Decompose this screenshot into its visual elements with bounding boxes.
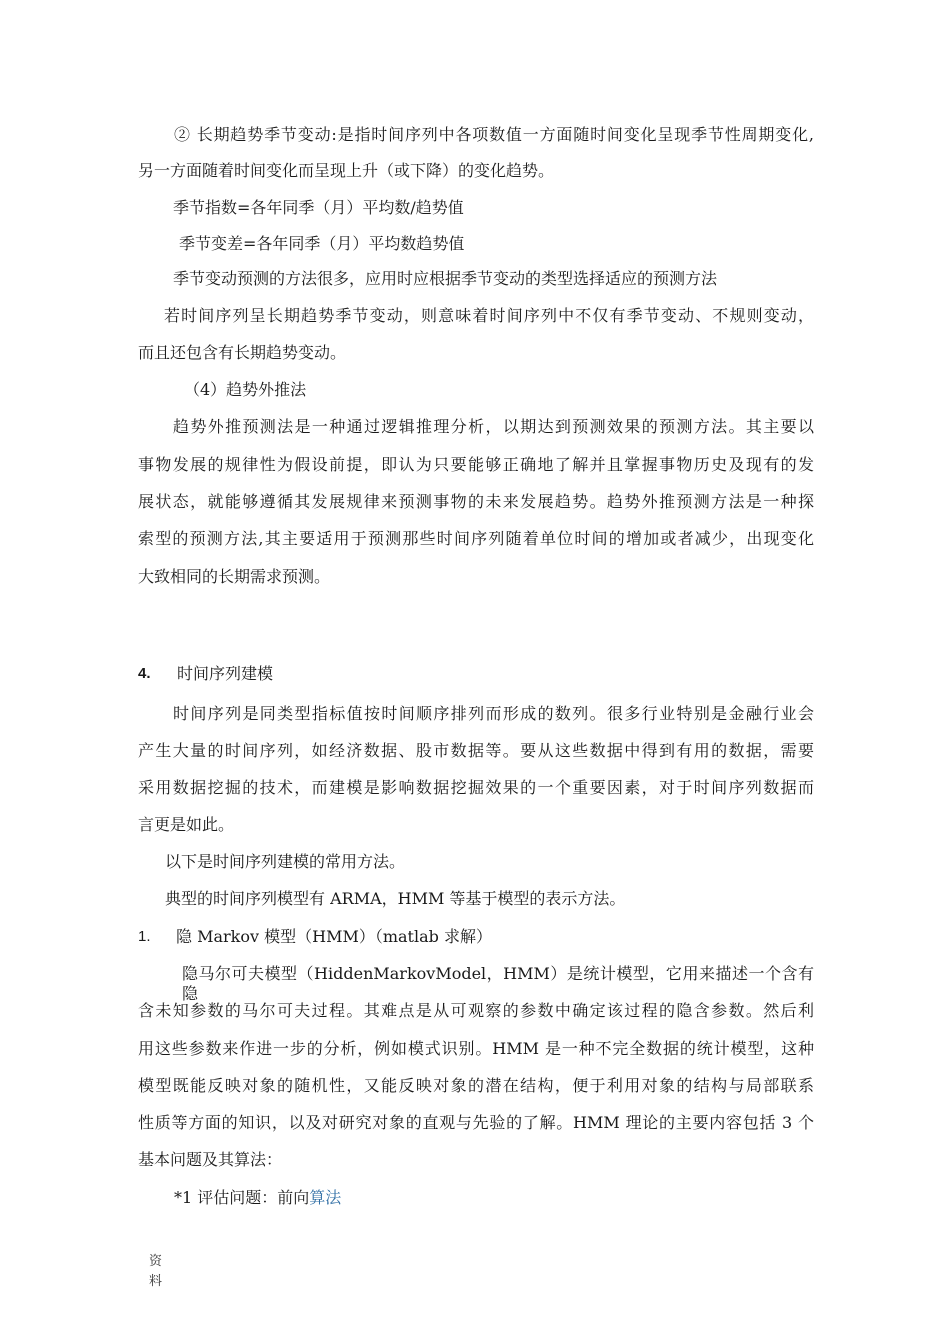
- list-heading: 隐 Markov 模型（HMM）（matlab 求解）: [176, 927, 492, 946]
- paragraph-line: 时间序列是同类型指标值按时间顺序排列而形成的数列。很多行业特别是金融行业会: [173, 704, 814, 723]
- paragraph-line: 事物发展的规律性为假设前提，即认为只要能够正确地了解并且掌握事物历史及现有的发: [138, 455, 814, 474]
- paragraph-line: 而且还包含有长期趋势变动。: [138, 343, 347, 362]
- footer-char: 料: [149, 1274, 163, 1289]
- footer-char: 资: [149, 1254, 163, 1269]
- list-item-text: *1 评估问题：前向: [174, 1188, 310, 1207]
- paragraph-line: 大致相同的长期需求预测。: [138, 567, 331, 586]
- paragraph-line: 性质等方面的知识，以及对研究对象的直观与先验的了解。HMM 理论的主要内容包括 3 个: [138, 1113, 814, 1132]
- paragraph-line: 采用数据挖掘的技术，而建模是影响数据挖掘效果的一个重要因素，对于时间序列数据而: [138, 778, 814, 797]
- paragraph-line: 典型的时间序列模型有 ARMA，HMM 等基于模型的表示方法。: [165, 889, 626, 908]
- paragraph-line: 产生大量的时间序列，如经济数据、股市数据等。要从这些数据中得到有用的数据，需要: [138, 741, 814, 760]
- list-number: 1.: [138, 928, 151, 945]
- paragraph-line: 隐马尔可夫模型（HiddenMarkovModel，HMM）是统计模型，它用来描述一个含有隐: [182, 964, 814, 1003]
- paragraph-line: 季节变动预测的方法很多，应用时应根据季节变动的类型选择适应的预测方法: [173, 269, 718, 288]
- section-number: 4.: [138, 665, 151, 682]
- paragraph-line: 用这些参数来作进一步的分析，例如模式识别。HMM 是一种不完全数据的统计模型，这种: [138, 1039, 814, 1058]
- paragraph-line: 趋势外推预测法是一种通过逻辑推理分析，以期达到预测效果的预测方法。其主要以: [173, 417, 814, 436]
- algorithm-link[interactable]: 算法: [309, 1188, 342, 1207]
- paragraph-line: 若时间序列呈长期趋势季节变动，则意味着时间序列中不仅有季节变动、不规则变动，: [164, 306, 814, 325]
- paragraph-line: 以下是时间序列建模的常用方法。: [165, 852, 406, 871]
- page-footer: [149, 1252, 165, 1292]
- formula-seasonal-variation: 季节变差=各年同季（月）平均数趋势值: [179, 234, 465, 253]
- formula-seasonal-index: 季节指数=各年同季（月）平均数/趋势值: [173, 198, 464, 217]
- paragraph-line: 模型既能反映对象的随机性，又能反映对象的潜在结构，便于利用对象的结构与局部联系: [138, 1076, 814, 1095]
- paragraph-line: 索型的预测方法,其主要适用于预测那些时间序列随着单位时间的增加或者减少，出现变化: [138, 529, 814, 548]
- subsection-heading: （4）趋势外推法: [184, 380, 307, 399]
- paragraph-line: 展状态，就能够遵循其发展规律来预测事物的未来发展趋势。趋势外推预测方法是一种探: [138, 492, 814, 511]
- paragraph-line: 另一方面随着时间变化而呈现上升（或下降）的变化趋势。: [138, 161, 555, 180]
- section-heading: 时间序列建模: [177, 664, 274, 683]
- paragraph-line: 基本问题及其算法：: [138, 1150, 283, 1169]
- paragraph-line: ② 长期趋势季节变动:是指时间序列中各项数值一方面随时间变化呈现季节性周期变化,: [174, 125, 814, 144]
- list-item: [174, 1188, 341, 1208]
- paragraph-line: 含未知参数的马尔可夫过程。其难点是从可观察的参数中确定该过程的隐含参数。然后利: [138, 1001, 814, 1020]
- paragraph-line: 言更是如此。: [138, 815, 235, 834]
